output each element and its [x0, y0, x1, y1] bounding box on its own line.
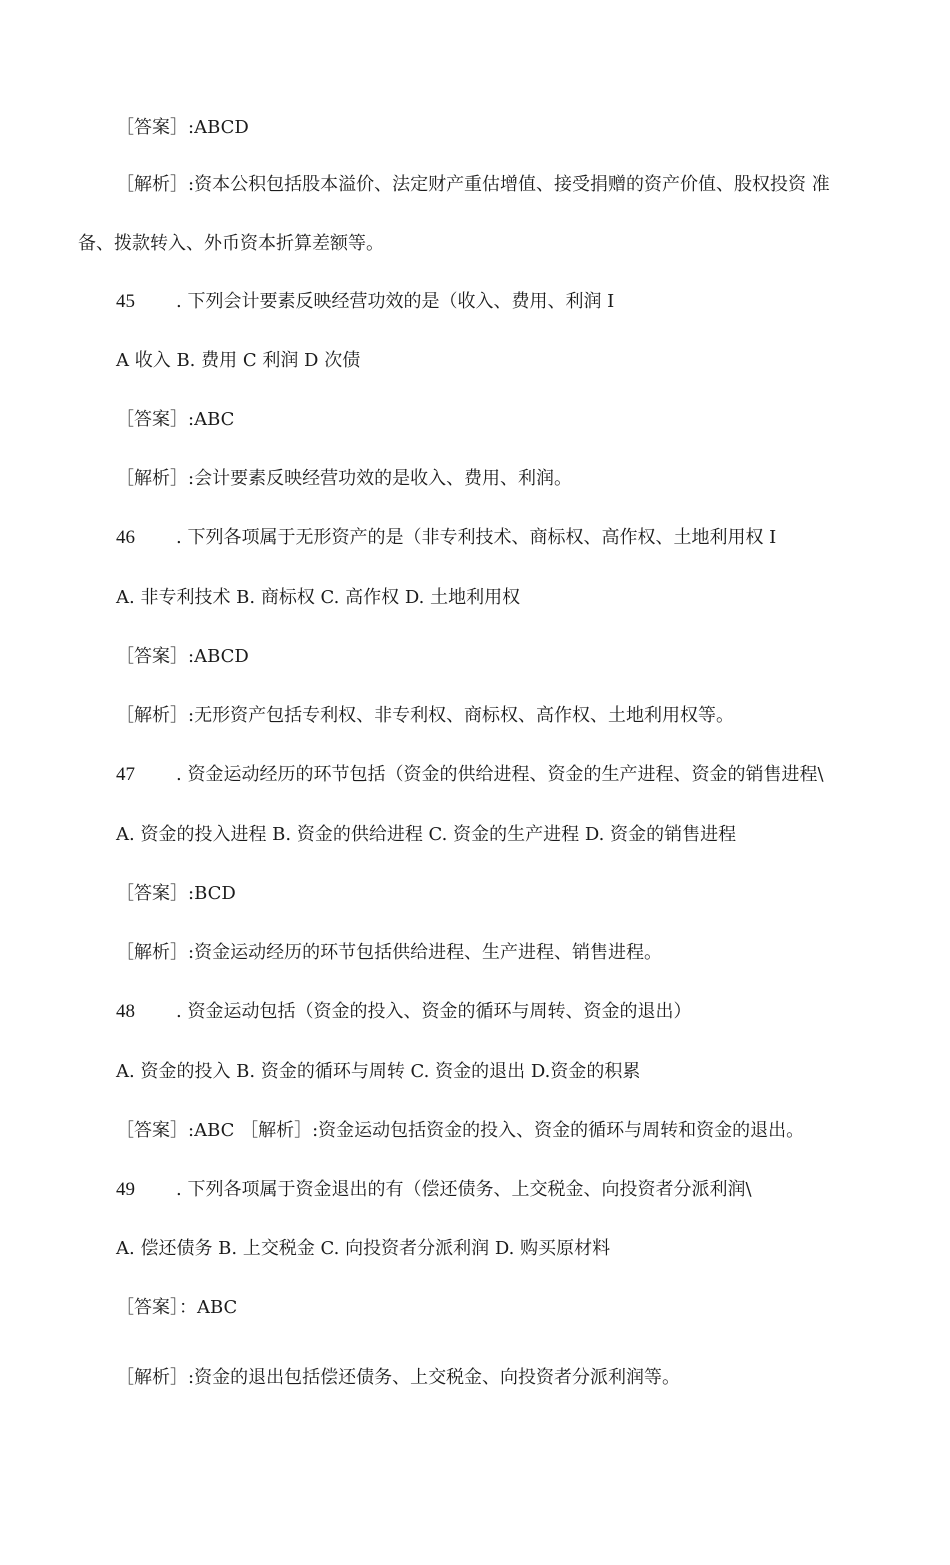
explanation-line: ［解析］:无形资产包括专利权、非专利权、商标权、高作权、土地利用权等。: [116, 705, 735, 726]
explanation-continuation: 备、拨款转入、外币资本折算差额等。: [78, 233, 384, 254]
explanation-line: ［解析］:资金运动经历的环节包括供给进程、生产进程、销售进程。: [116, 942, 663, 963]
answer-line: ［答案］:ABCD: [116, 117, 249, 138]
answer-line: ［答案］:BCD: [116, 883, 236, 904]
question-number: 48: [116, 1001, 135, 1022]
question-stem: . 下列各项属于资金退出的有（偿还债务、上交税金、向投资者分派利润\: [176, 1179, 752, 1200]
answer-line: ［答案］：ABC: [116, 1297, 238, 1318]
question-options: A 收入 B. 费用 C 利润 D 次债: [116, 350, 361, 371]
answer-line: ［答案］:ABCD: [116, 646, 249, 667]
question-stem: . 下列各项属于无形资产的是（非专利技术、商标权、高作权、土地利用权 I: [176, 527, 777, 548]
question-options: A. 非专利技术 B. 商标权 C. 高作权 D. 土地利用权: [116, 587, 521, 608]
question-options: A. 资金的投入 B. 资金的循环与周转 C. 资金的退出 D.资金的积累: [116, 1061, 641, 1082]
question-options: A. 资金的投入进程 B. 资金的供给进程 C. 资金的生产进程 D. 资金的销售进程: [116, 824, 737, 845]
explanation-line: ［解析］:资本公积包括股本溢价、法定财产重估增值、接受捐赠的资产价值、股权投资 准: [116, 174, 830, 195]
question-stem: . 资金运动包括（资金的投入、资金的循环与周转、资金的退出）: [176, 1001, 692, 1022]
question-options: A. 偿还债务 B. 上交税金 C. 向投资者分派利润 D. 购买原材料: [116, 1238, 611, 1259]
question-number: 45: [116, 291, 135, 312]
question-number: 46: [116, 527, 135, 548]
explanation-line: ［解析］:资金的退出包括偿还债务、上交税金、向投资者分派利润等。: [116, 1367, 681, 1388]
explanation-line: ［解析］:会计要素反映经营功效的是收入、费用、利润。: [116, 468, 573, 489]
question-stem: . 资金运动经历的环节包括（资金的供给进程、资金的生产进程、资金的销售进程\: [176, 764, 824, 785]
question-number: 47: [116, 764, 135, 785]
question-stem: . 下列会计要素反映经营功效的是（收入、费用、利润 I: [176, 291, 615, 312]
answer-line: ［答案］:ABC: [116, 409, 235, 430]
answer-and-explanation-line: ［答案］:ABC ［解析］:资金运动包括资金的投入、资金的循环与周转和资金的退出。: [116, 1120, 805, 1141]
question-number: 49: [116, 1179, 135, 1200]
